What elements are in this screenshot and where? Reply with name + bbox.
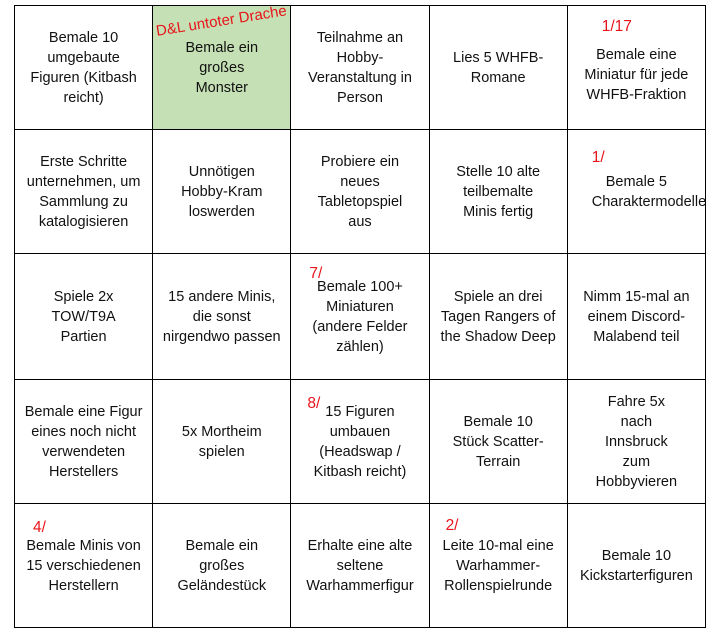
cell-text: Spiele an drei Tagen Rangers of the Shadow Deep [440,288,556,345]
cell-text: Erhalte eine alte seltene Warhammerfigur [306,537,414,594]
cell-text: Lies 5 WHFB-Romane [453,49,544,86]
cell-text: Bemale eine Figur eines noch nicht verwendeten Herstellers [24,403,143,480]
bingo-cell [429,254,567,380]
cell-text: Bemale Minis von 15 verschiedenen Herstellern [26,537,141,594]
bingo-cell [291,254,429,380]
handwritten-note: 1/17 [601,18,632,35]
cell-text: 15 andere Minis, die sonst nirgendwo passen [162,288,281,345]
bingo-cell [291,380,429,504]
cell-text: Bemale 5 Charaktermodelle [591,173,707,210]
cell-text: 15 Figuren umbauen (Headswap / Kitbash reicht) [313,403,407,480]
handwritten-note: 4/ [33,519,46,536]
bingo-cell [153,504,291,628]
bingo-cell [291,6,429,130]
cell-text: Probiere ein neues Tabletopspiel aus [317,153,403,230]
handwritten-note: 8/ [307,395,321,412]
cell-text: Teilnahme an Hobby-Veranstaltung in Person [307,29,412,106]
cell-text: 5x Mortheim spielen [181,423,262,460]
bingo-cell [567,6,705,130]
bingo-grid [14,2,707,628]
bingo-cell [567,254,705,380]
cell-text: Nimm 15-mal an einem Discord-Malabend teil [583,288,690,345]
bingo-cell [153,130,291,254]
grid-row [15,254,706,380]
bingo-cell [567,380,705,504]
bingo-cell [15,130,153,254]
grid-row [15,380,706,504]
bingo-cell [15,6,153,130]
cell-text: Bemale eine Miniatur für jede WHFB-Fraktion [584,46,689,103]
cell-text: Bemale ein großes Geländestück [177,537,267,594]
bingo-cell [153,254,291,380]
grid-row [15,504,706,628]
bingo-cell [291,504,429,628]
bingo-cell [15,504,153,628]
cell-text: Bemale ein großes Monster [185,39,259,96]
bingo-cell [429,504,567,628]
bingo-cell [567,130,705,254]
bingo-cell-highlighted [153,2,291,130]
handwritten-note: 7/ [309,265,323,282]
cell-text: Stelle 10 alte teilbemalte Minis fertig [456,163,541,220]
cell-text: Bemale 10 Stück Scatter-Terrain [452,413,544,470]
cell-text: Bemale 100+ Miniaturen (andere Felder zählen) [312,278,408,355]
cell-text: Fahre 5x nach Innsbruck zum Hobbyvieren [595,393,678,490]
bingo-cell [429,6,567,130]
bingo-cell [429,380,567,504]
bingo-cell [15,380,153,504]
bingo-cell [291,130,429,254]
bingo-cell [15,254,153,380]
grid-row [15,6,706,130]
bingo-cell [153,380,291,504]
cell-text: Bemale 10 umgebaute Figuren (Kitbash reicht) [30,29,137,106]
handwritten-note: D&L untoter Drache [155,2,289,40]
grid-row [15,130,706,254]
bingo-cell [567,504,705,628]
cell-text: Leite 10-mal eine Warhammer-Rollenspielrunde [442,537,554,594]
cell-text: Erste Schritte unternehmen, um Sammlung zu katalogisieren [26,153,141,230]
cell-text: Bemale 10 Kickstarterfiguren [579,547,693,584]
handwritten-note: 2/ [445,517,459,534]
handwritten-note: 1/ [591,149,605,166]
cell-text: Spiele 2x TOW/T9A Partien [51,288,116,345]
bingo-cell [429,130,567,254]
cell-text: Unnötigen Hobby-Kram loswerden [181,163,263,220]
